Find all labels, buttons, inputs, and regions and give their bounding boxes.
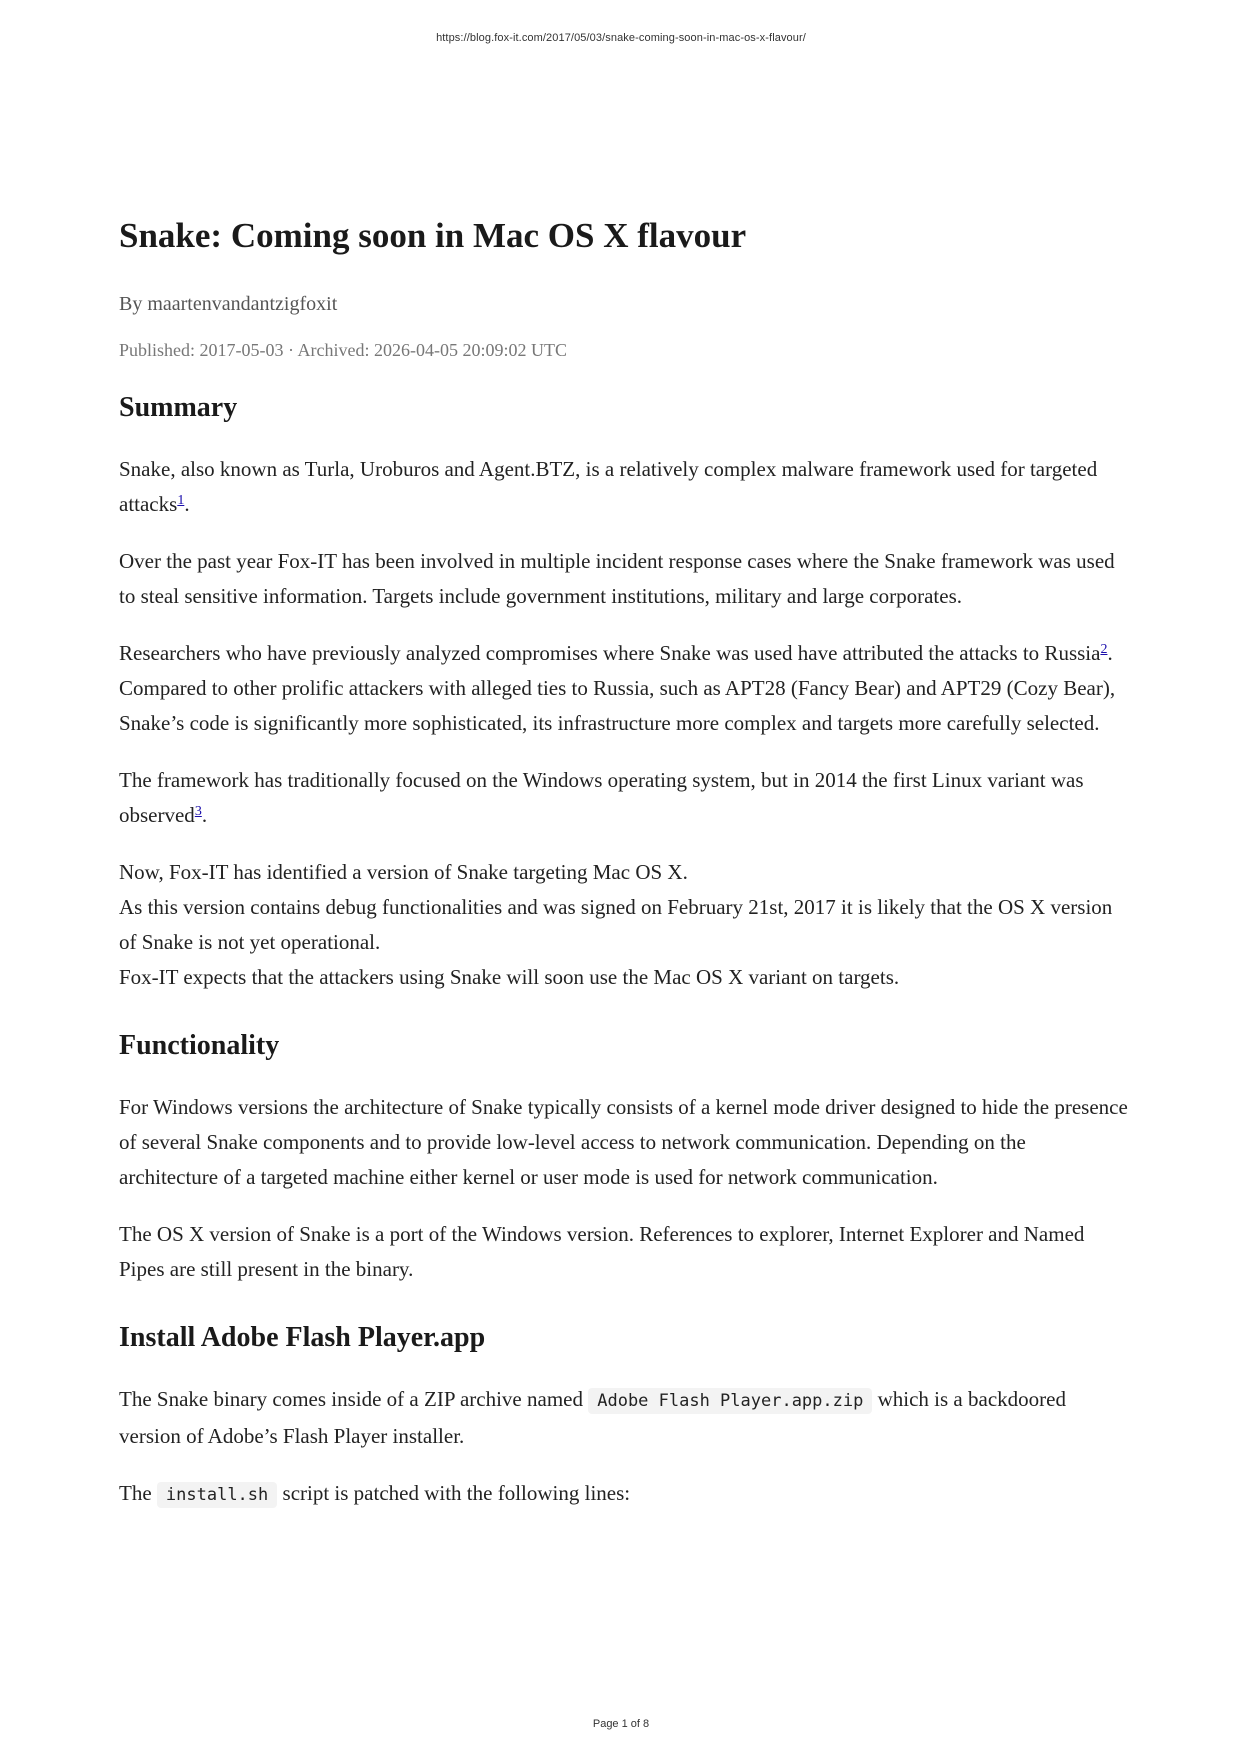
page-number-footer: Page 1 of 8 xyxy=(592,1718,650,1730)
paragraph-text: The xyxy=(119,1481,157,1505)
summary-paragraph-5 xyxy=(119,855,1129,995)
article-byline: By maartenvandantzigfoxit xyxy=(119,293,338,315)
paragraph-line: Now, Fox-IT has identified a version of Snake targeting Mac OS X. xyxy=(119,860,688,884)
functionality-paragraph-2: The OS X version of Snake is a port of the Windows version. References to explorer, Internet Explorer and Named Pipes are still present in the binary. xyxy=(119,1222,1085,1281)
paragraph-line: As this version contains debug functionalities and was signed on February 21st, 2017 it is likely that the OS X version of Snake is not yet operational. xyxy=(119,895,1113,954)
paragraph-text: The framework has traditionally focused on the Windows operating system, but in 2014 the first Linux variant was observed xyxy=(119,768,1084,827)
summary-paragraph-3 xyxy=(119,636,1129,741)
functionality-heading: Functionality xyxy=(119,1030,280,1061)
footnote-link-2[interactable]: 2 xyxy=(1100,642,1108,657)
paragraph-text: . Compared to other prolific attackers with alleged ties to Russia, such as APT28 (Fancy Bear) and APT29 (Cozy Bear), Snake’s code is significantly more sophisticated, its infrastructure more complex and targets more carefully selected. xyxy=(119,641,1116,735)
summary-heading: Summary xyxy=(119,392,238,423)
summary-paragraph-1 xyxy=(119,452,1129,522)
page-url-header: https://blog.fox-it.com/2017/05/03/snake-coming-soon-in-mac-os-x-flavour/ xyxy=(436,32,806,44)
paragraph-text: The Snake binary comes inside of a ZIP archive named xyxy=(119,1387,589,1411)
install-heading: Install Adobe Flash Player.app xyxy=(119,1322,486,1353)
footnote-link-3[interactable]: 3 xyxy=(194,804,202,819)
paragraph-line: Fox-IT expects that the attackers using Snake will soon use the Mac OS X variant on targets. xyxy=(119,965,900,989)
functionality-paragraph-1: For Windows versions the architecture of Snake typically consists of a kernel mode driver designed to hide the presence of several Snake components and to provide low-level access to network communication. Depending on the architecture of a targeted machine either kernel or user mode is used for network communication. xyxy=(119,1095,1128,1189)
paragraph-text: . xyxy=(184,492,190,516)
paragraph-text: script is patched with the following lines: xyxy=(277,1481,631,1505)
paragraph-text: Snake, also known as Turla, Uroburos and Agent.BTZ, is a relatively complex malware framework used for targeted attacks xyxy=(119,457,1098,516)
summary-paragraph-2: Over the past year Fox-IT has been involved in multiple incident response cases where the Snake framework was used to steal sensitive information. Targets include government institutions, military and large corporates. xyxy=(119,549,1115,608)
article-content xyxy=(119,212,1129,1513)
footnote-link-1[interactable]: 1 xyxy=(177,493,185,508)
paragraph-text: Researchers who have previously analyzed compromises where Snake was used have attributed the attacks to Russia xyxy=(119,641,1101,665)
inline-code-zip-name: Adobe Flash Player.app.zip xyxy=(588,1388,872,1414)
install-paragraph-1 xyxy=(119,1382,1129,1454)
paragraph-text: . xyxy=(201,803,208,827)
summary-paragraph-4 xyxy=(119,763,1129,833)
article-meta: Published: 2017-05-03 · Archived: 2026-04-05 20:09:02 UTC xyxy=(119,340,567,360)
inline-code-install-sh: install.sh xyxy=(157,1482,277,1508)
paragraph-text: which is a backdoored version of Adobe’s Flash Player installer. xyxy=(119,1387,1066,1448)
install-paragraph-2 xyxy=(119,1476,1129,1513)
article-title: Snake: Coming soon in Mac OS X flavour xyxy=(119,216,747,255)
